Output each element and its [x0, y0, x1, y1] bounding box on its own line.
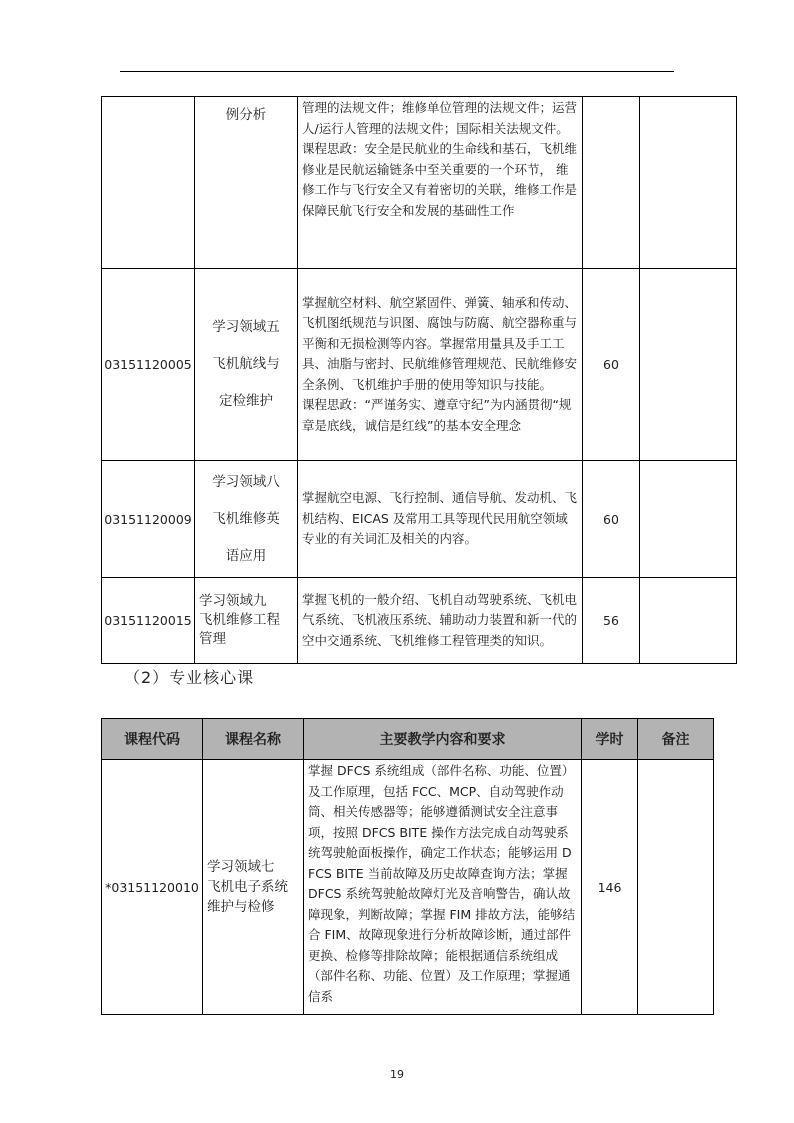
section-title: （2）专业核心课	[124, 668, 255, 687]
column-header-note: 备注	[638, 719, 714, 760]
column-header-name: 课程名称	[203, 719, 304, 760]
note-cell	[640, 461, 737, 578]
course-code-cell: 03151120005	[102, 269, 195, 461]
course-name-line: 语应用	[225, 547, 267, 564]
course-code-cell: 03151120015	[102, 578, 195, 664]
note-cell	[638, 760, 714, 1015]
course-name-line: 飞机维修英	[212, 510, 280, 527]
course-name-cell	[203, 760, 304, 1015]
course-content-text: 掌握航空材料、航空紧固件、弹簧、轴承和传动、飞机图纸规范与识图、腐蚀与防腐、航空器称重与平衡和无损检测等内容。掌握常用量具及手工工具、油脂与密封、民航维修管理规范、民航维修安全条例、飞机维护手册的使用等知识与技能。 课程思政：“严谨务实、遵章守纪”为内涵贯彻“规章是底线，诚信是红线”的基本安全理念	[302, 294, 578, 433]
course-name-line: 管理	[199, 631, 226, 647]
course-name-cell	[195, 461, 298, 578]
course-name-line: 学习领域五	[212, 319, 280, 335]
table-row	[102, 97, 737, 269]
course-name-cell	[195, 97, 298, 269]
course-code-cell	[102, 97, 195, 269]
hours-cell: 60	[583, 269, 640, 461]
course-content-cell	[298, 97, 583, 269]
column-header-content: 主要教学内容和要求	[304, 719, 582, 760]
column-header-hours: 学时	[582, 719, 638, 760]
note-cell	[640, 578, 737, 664]
course-content-text: 掌握航空电源、飞行控制、通信导航、发动机、飞机结构、EICAS 及常用工具等现代民用航空领域专业的有关词汇及相关的内容。	[302, 490, 578, 547]
course-code-cell: *03151120010	[102, 760, 203, 1015]
page-number: 19	[390, 1068, 404, 1081]
course-content-text: 管理的法规文件；维修单位管理的法规文件；运营人/运行人管理的法规文件；国际相关法规文件。 课程思政：安全是民航业的生命线和基石，飞机维修业是民航运输链条中至关重要的一个环节， 维修工作与飞行安全又有着密切的关联，维修工作是保障民航飞行安全和发展的基础性工作	[302, 100, 578, 218]
column-header-code: 课程代码	[102, 719, 203, 760]
course-name-line: 学习领域九	[199, 593, 267, 609]
hours-cell: 60	[583, 461, 640, 578]
note-cell	[640, 269, 737, 461]
course-name-cell	[195, 269, 298, 461]
course-name-line: 例分析	[225, 107, 267, 123]
hours-cell	[583, 97, 640, 269]
hours-cell: 56	[583, 578, 640, 664]
hours-cell: 146	[582, 760, 638, 1015]
course-code-cell: 03151120009	[102, 461, 195, 578]
course-content-cell	[304, 760, 582, 1015]
course-content-cell	[298, 461, 583, 578]
header-rule	[120, 71, 674, 72]
course-name-line: 学习领域八	[212, 473, 280, 490]
note-cell	[640, 97, 737, 269]
table-row	[102, 461, 737, 578]
course-name-line: 飞机维修工程	[199, 612, 280, 628]
table-row	[102, 269, 737, 461]
core-course-table	[101, 718, 714, 1015]
course-content-cell	[298, 578, 583, 664]
course-name-line: 学习领域七	[207, 859, 275, 875]
course-name-line: 维护与检修	[207, 899, 275, 915]
course-table-continued	[101, 96, 737, 664]
course-name-line: 飞机电子系统	[207, 879, 288, 895]
course-content-cell	[298, 269, 583, 461]
course-name-cell	[195, 578, 298, 664]
table-row	[102, 760, 714, 1015]
course-name-line: 飞机航线与	[212, 356, 280, 372]
course-content-text: 掌握 DFCS 系统组成（部件名称、功能、位置）及工作原理，包括 FCC、MCP、自动驾驶作动筒、相关传感器等；能够遵循测试安全注意事项，按照 DFCS BITE 操作方法完成自动驾驶系统驾驶舱面板操作，确定工作状态；能够运用 DFCS BITE 当前故障及历史故障查询方法；掌握 DFCS 系统驾驶舱故障灯光及音响警告，确认故障现象，判断故障；掌握 FIM 排故方法，能够结合 FIM、故障现象进行分析故障诊断，通过部件更换、检修等排除故障；能根据通信系统组成（部件名称、功能、位置）及工作原理；掌握通信系	[308, 763, 576, 1004]
table-header-row	[102, 719, 714, 760]
table-row	[102, 578, 737, 664]
course-content-text: 掌握飞机的一般介绍、飞机自动驾驶系统、飞机电气系统、飞机液压系统、辅助动力装置和新一代的空中交通系统、飞机维修工程管理类的知识。	[302, 591, 578, 648]
course-name-line: 定检维护	[219, 393, 273, 409]
